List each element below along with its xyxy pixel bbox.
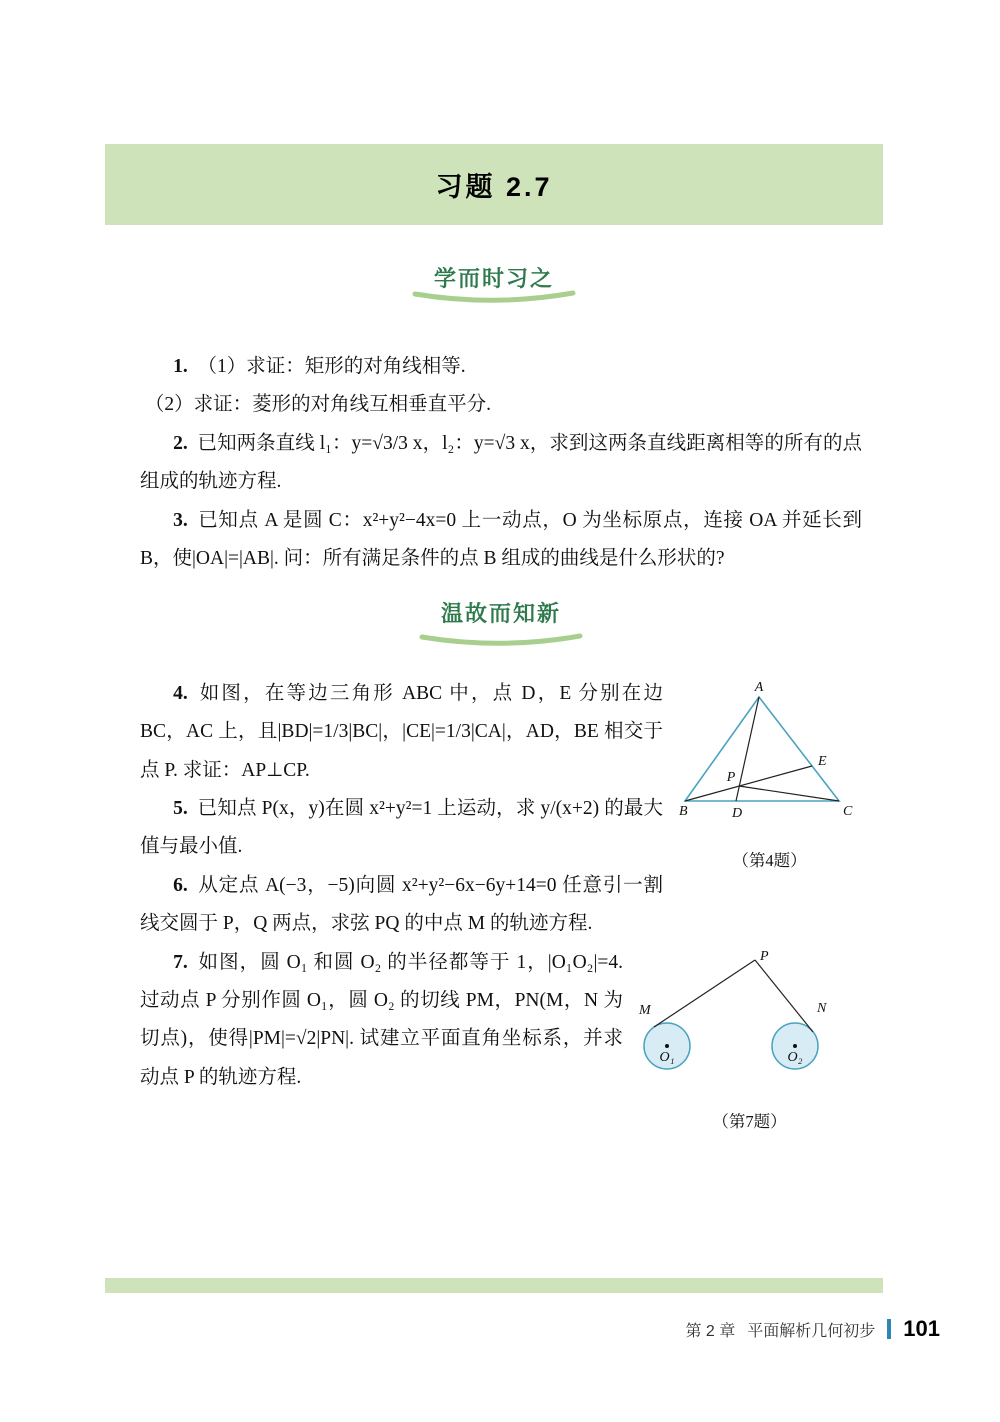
problem-1-part-1 [140,348,862,386]
problem-6 [140,867,862,944]
figure-4 [677,679,862,878]
footer-chapter: 第 2 章 [685,1322,736,1340]
point-e-label: E [818,753,827,769]
vertex-c-label: C [843,803,853,819]
problem-number: 4. [173,682,188,704]
footer-book-title: 平面解析几何初步 [747,1322,876,1340]
problem-text: 如图，在等边三角形 ABC 中，点 D，E 分别在边 BC，AC 上，且|BD|=1/3|BC|，|CE|=1/3|CA|，AD，BE 相交于点 P. 求证：AP⊥CP. [140,682,663,781]
problem-3 [140,502,862,579]
circle-o2-label: O₂ [787,1049,803,1065]
problem-number: 5. [173,797,188,819]
bottom-band [105,1278,883,1293]
page-title: 习题 2.7 [435,172,553,202]
problem-number: 3. [173,509,188,531]
page-footer [685,1316,940,1342]
problem-text: （1）求证：矩形的对角线相等. [197,356,466,377]
problem-text: （2）求证：菱形的对角线互相垂直平分. [144,394,492,416]
problem-number: 6. [173,874,188,896]
point-n-label: N [817,1000,827,1016]
point-m-label: M [639,1002,651,1018]
section-2-title: 温故而知新 [440,601,561,627]
footer-divider [887,1319,891,1339]
problem-number: 2. [173,432,188,454]
problem-text: 如图，圆 O₁ 和圆 O₂ 的半径都等于 1，|O₁O₂|=4. 过动点 P 分别作圆 O₁，圆 O₂ 的切线 PM，PN(M，N 为切点)，使得|PM|=√2|PN|. 试建立平面直角坐标系，并求动点 P 的轨迹方程. [140,951,623,1088]
title-band [105,144,883,225]
vertex-b-label: B [679,803,688,819]
vertex-a-label: A [754,679,764,695]
problem-text: 已知点 P(x，y)在圆 x²+y²=1 上运动，求 y/(x+2) 的最大值与最小值. [140,797,663,858]
section-1-title: 学而时习之 [433,266,554,291]
footer-page-number: 101 [903,1316,940,1341]
point-p-label: P [760,948,769,964]
problem-number: 1. [173,356,188,377]
figure-7 [637,948,862,1139]
content-column [140,348,862,1145]
triangle-diagram [677,679,862,829]
point-p-label: P [726,769,736,785]
problem-text: 已知两条直线 l₁：y=√3/3 x，l₂：y=√3 x，求到这两条直线距离相等的所有的点组成的轨迹方程. [140,432,862,493]
two-circles-diagram [637,948,862,1090]
problem-2 [140,425,862,502]
figure-7-caption: （第7题） [712,1112,787,1132]
section-header-1 [105,262,883,306]
figure-4-caption: （第4题） [732,851,807,871]
section-header-2 [140,592,862,648]
problem-text: 已知点 A 是圆 C：x²+y²−4x=0 上一动点，O 为坐标原点，连接 OA 并延长到 B，使|OA|=|AB|. 问：所有满足条件的点 B 组成的曲线是什么形状的? [140,509,862,570]
point-d-label: D [731,805,743,821]
problem-number: 7. [173,951,188,973]
problem-text: 从定点 A(−3，−5)向圆 x²+y²−6x−6y+14=0 任意引一割线交圆于 P，Q 两点，求弦 PQ 的中点 M 的轨迹方程. [140,874,663,935]
problem-1-part-2 [140,386,862,424]
circle-o1-label: O₁ [659,1049,675,1065]
